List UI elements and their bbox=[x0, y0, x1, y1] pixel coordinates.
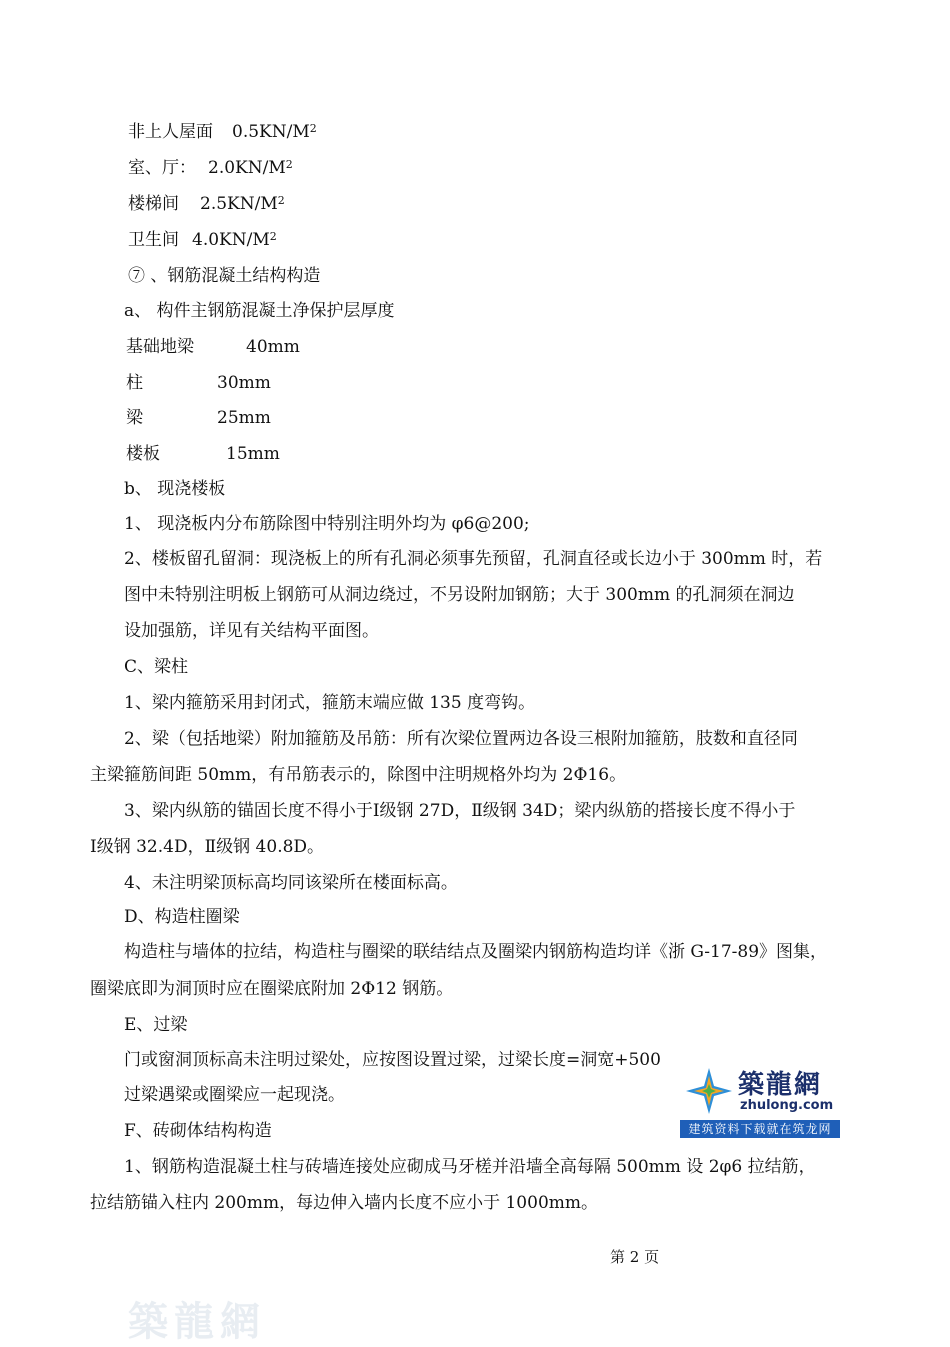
paragraph: Ⅰ级钢 32.4D，Ⅱ级钢 40.8D。 bbox=[90, 837, 325, 857]
paragraph: 圈梁底即为洞顶时应在圈梁底附加 2Φ12 钢筋。 bbox=[90, 979, 454, 999]
paragraph: 3、梁内纵筋的锚固长度不得小于Ⅰ级钢 27D，Ⅱ级钢 34D；梁内纵筋的搭接长度不得小于 bbox=[124, 801, 796, 821]
load-row bbox=[128, 121, 317, 143]
subsection-heading: E、过梁 bbox=[124, 1015, 188, 1035]
subsection-heading: a、 构件主钢筋混凝土净保护层厚度 bbox=[124, 301, 395, 321]
cover-row bbox=[126, 372, 271, 394]
paragraph: 2、梁（包括地梁）附加箍筋及吊筋：所有次梁位置两边各设三根附加箍筋，肢数和直径同 bbox=[124, 729, 798, 749]
cover-row bbox=[126, 336, 300, 358]
cover-name: 梁 bbox=[126, 408, 143, 428]
logo-banner: 建筑资料下载就在筑龙网 bbox=[680, 1120, 840, 1138]
paragraph: 设加强筋，详见有关结构平面图。 bbox=[124, 621, 379, 641]
paragraph: 构造柱与墙体的拉结，构造柱与圈梁的联结结点及圈梁内钢筋构造均详《浙 G-17-89》图集， bbox=[124, 942, 828, 962]
paragraph: 1、梁内箍筋采用封闭式，箍筋末端应做 135 度弯钩。 bbox=[124, 693, 536, 713]
load-row bbox=[128, 193, 285, 215]
logo-star-icon bbox=[684, 1066, 734, 1116]
load-name: 卫生间 bbox=[128, 230, 179, 250]
load-name: 楼梯间 bbox=[128, 194, 179, 214]
paragraph: 2、楼板留孔留洞：现浇板上的所有孔洞必须事先预留，孔洞直径或长边小于 300mm 时，若 bbox=[124, 549, 823, 569]
load-name: 室、厅： bbox=[128, 158, 196, 178]
page-number: 第 2 页 bbox=[610, 1248, 660, 1266]
load-value: $0.5KN/M^2$ bbox=[232, 122, 317, 142]
paragraph: 4、未注明梁顶标高均同该梁所在楼面标高。 bbox=[124, 873, 458, 893]
cover-row bbox=[126, 407, 271, 429]
zhulong-logo bbox=[680, 1060, 840, 1140]
cover-value: 30mm bbox=[217, 373, 271, 393]
subsection-heading: F、砖砌体结构构造 bbox=[124, 1121, 272, 1141]
paragraph: 图中未特别注明板上钢筋可从洞边绕过，不另设附加钢筋；大于 300mm 的孔洞须在洞边 bbox=[124, 585, 795, 605]
subsection-heading: D、构造柱圈梁 bbox=[124, 907, 240, 927]
load-row bbox=[128, 157, 293, 179]
load-name: 非上人屋面 bbox=[128, 122, 213, 142]
cover-name: 楼板 bbox=[126, 444, 160, 464]
load-row bbox=[128, 229, 277, 251]
logo-chinese-text: 築龍網 bbox=[738, 1070, 823, 1100]
paragraph: 过梁遇梁或圈梁应一起现浇。 bbox=[124, 1085, 345, 1105]
logo-domain-text: zhulong.com bbox=[740, 1098, 834, 1113]
paragraph: 1、 现浇板内分布筋除图中特别注明外均为 φ6@200; bbox=[124, 514, 530, 534]
cover-value: 15mm bbox=[226, 444, 280, 464]
load-value: $4.0KN/M^2$ bbox=[192, 230, 277, 250]
cover-name: 基础地梁 bbox=[126, 337, 194, 357]
paragraph: 拉结筋锚入柱内 200mm，每边伸入墙内长度不应小于 1000mm。 bbox=[90, 1193, 598, 1213]
subsection-heading: b、 现浇楼板 bbox=[124, 479, 226, 499]
cover-value: 25mm bbox=[217, 408, 271, 428]
subsection-heading: C、梁柱 bbox=[124, 657, 189, 677]
paragraph: 主梁箍筋间距 50mm，有吊筋表示的，除图中注明规格外均为 2Φ16。 bbox=[90, 765, 627, 785]
paragraph: 1、钢筋构造混凝土柱与砖墙连接处应砌成马牙槎并沿墙全高每隔 500mm 设 2φ6 拉结筋， bbox=[124, 1157, 816, 1177]
section-heading: ⑦ 、钢筋混凝土结构构造 bbox=[128, 266, 321, 286]
watermark: 築龍網 bbox=[128, 1298, 266, 1345]
paragraph: 门或窗洞顶标高未注明过梁处，应按图设置过梁，过梁长度=洞宽+500 bbox=[124, 1050, 661, 1070]
cover-row bbox=[126, 443, 280, 465]
load-value: $2.5KN/M^2$ bbox=[200, 194, 285, 214]
cover-name: 柱 bbox=[126, 373, 143, 393]
load-value: $2.0KN/M^2$ bbox=[208, 158, 293, 178]
cover-value: 40mm bbox=[246, 337, 300, 357]
